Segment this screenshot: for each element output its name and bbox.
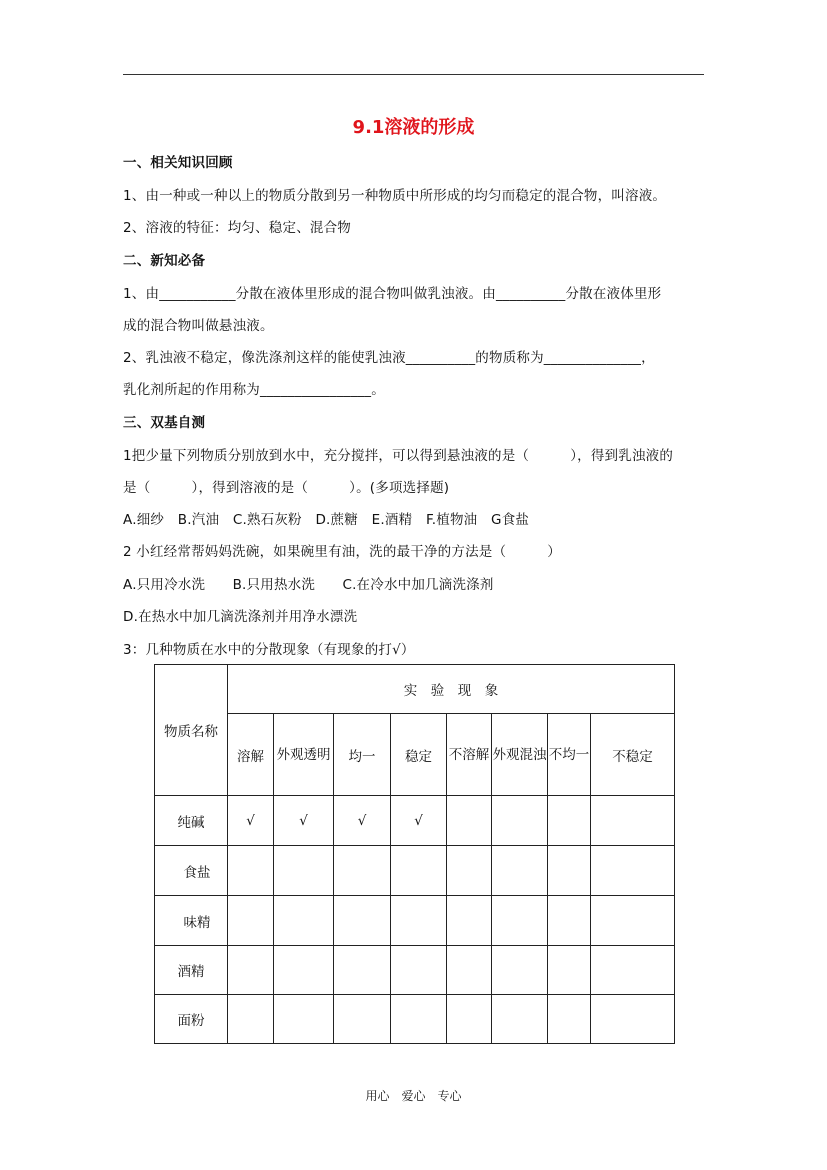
table-row-name: 酒精 [155, 946, 228, 995]
table-column-header: 均一 [334, 714, 391, 796]
table-column-header: 稳定 [391, 714, 447, 796]
table-cell: √ [334, 796, 391, 846]
table-cell [447, 946, 492, 995]
phenomena-table [154, 664, 675, 1044]
table-cell [492, 796, 548, 846]
table-cell: √ [274, 796, 334, 846]
table-cell [447, 896, 492, 946]
header-rule [123, 74, 704, 75]
table-column-header: 不稳定 [591, 714, 675, 796]
section2-line-4: 乳化剂所起的作用称为________________。 [123, 382, 385, 398]
table-row [155, 896, 675, 946]
question1-options: A.细纱 B.汽油 C.熟石灰粉 D.蔗糖 E.酒精 F.植物油 G食盐 [123, 512, 530, 528]
table-cell [391, 896, 447, 946]
table-cell [591, 995, 675, 1044]
table-cell: √ [391, 796, 447, 846]
table-row-name: 食盐 [155, 846, 228, 896]
table-cell [591, 946, 675, 995]
question3-stem: 3：几种物质在水中的分散现象（有现象的打√） [123, 642, 415, 658]
question2-option-d: D.在热水中加几滴洗涤剂并用净水漂洗 [123, 609, 358, 625]
table-cell [447, 846, 492, 896]
table-cell [591, 796, 675, 846]
table-cell [548, 946, 591, 995]
table-column-header: 外观透明 [274, 714, 334, 796]
question1-line-1: 1把少量下列物质分别放到水中，充分搅拌，可以得到悬浊液的是（ ），得到乳浊液的 [123, 448, 674, 464]
table-cell [492, 946, 548, 995]
table-column-header: 不溶解 [447, 714, 492, 796]
table-row [155, 796, 675, 846]
table-cell [548, 896, 591, 946]
table-cell [334, 846, 391, 896]
table-cell [447, 995, 492, 1044]
question2-options-abc: A.只用冷水洗 B.只用热水洗 C.在冷水中加几滴洗涤剂 [123, 577, 494, 593]
table-cell [274, 846, 334, 896]
table-column-header: 外观混浊 [492, 714, 548, 796]
question2-stem: 2 小红经常帮妈妈洗碗，如果碗里有油，洗的最干净的方法是（ ） [123, 544, 561, 560]
table-group-header: 实 验 现 象 [228, 665, 675, 714]
table-cell [591, 846, 675, 896]
table-cell [492, 846, 548, 896]
table-row [155, 846, 675, 896]
section1-heading: 一、相关知识回顾 [123, 155, 233, 171]
table-cell [274, 896, 334, 946]
table-cell [391, 995, 447, 1044]
table-cell [228, 896, 274, 946]
question1-line-2: 是（ ），得到溶液的是（ ）。(多项选择题) [123, 480, 450, 496]
page-footer: 用心 爱心 专心 [365, 1089, 462, 1103]
table-cell [391, 946, 447, 995]
table-cell: √ [228, 796, 274, 846]
section1-line-2: 2、溶液的特征：均匀、稳定、混合物 [123, 220, 351, 236]
section2-line-2: 成的混合物叫做悬浊液。 [123, 318, 274, 334]
table-cell [391, 846, 447, 896]
table-cell [334, 946, 391, 995]
table-column-header: 溶解 [228, 714, 274, 796]
table-row [155, 946, 675, 995]
table-cell [334, 995, 391, 1044]
table-row-header: 物质名称 [155, 665, 228, 796]
section2-line-3: 2、乳浊液不稳定，像洗涤剂这样的能使乳浊液__________的物质称为______________， [123, 350, 655, 366]
table-cell [228, 995, 274, 1044]
table-cell [274, 946, 334, 995]
page-title: 9.1溶液的形成 [352, 117, 475, 138]
table-cell [548, 995, 591, 1044]
section1-line-1: 1、由一种或一种以上的物质分散到另一种物质中所形成的均匀而稳定的混合物，叫溶液。 [123, 188, 667, 204]
table-row-name: 面粉 [155, 995, 228, 1044]
table-cell [492, 995, 548, 1044]
table-row-name: 味精 [155, 896, 228, 946]
table-cell [228, 846, 274, 896]
table-cell [591, 896, 675, 946]
table-row-name: 纯碱 [155, 796, 228, 846]
table-cell [548, 846, 591, 896]
table-column-header: 不均一 [548, 714, 591, 796]
section3-heading: 三、双基自测 [123, 415, 206, 431]
section2-heading: 二、新知必备 [123, 253, 206, 269]
table-cell [548, 796, 591, 846]
table-cell [334, 896, 391, 946]
table-cell [274, 995, 334, 1044]
table-cell [492, 896, 548, 946]
section2-line-1: 1、由___________分散在液体里形成的混合物叫做乳浊液。由__________分散在液体里形 [123, 286, 662, 302]
table-cell [447, 796, 492, 846]
table-cell [228, 946, 274, 995]
table-row [155, 995, 675, 1044]
